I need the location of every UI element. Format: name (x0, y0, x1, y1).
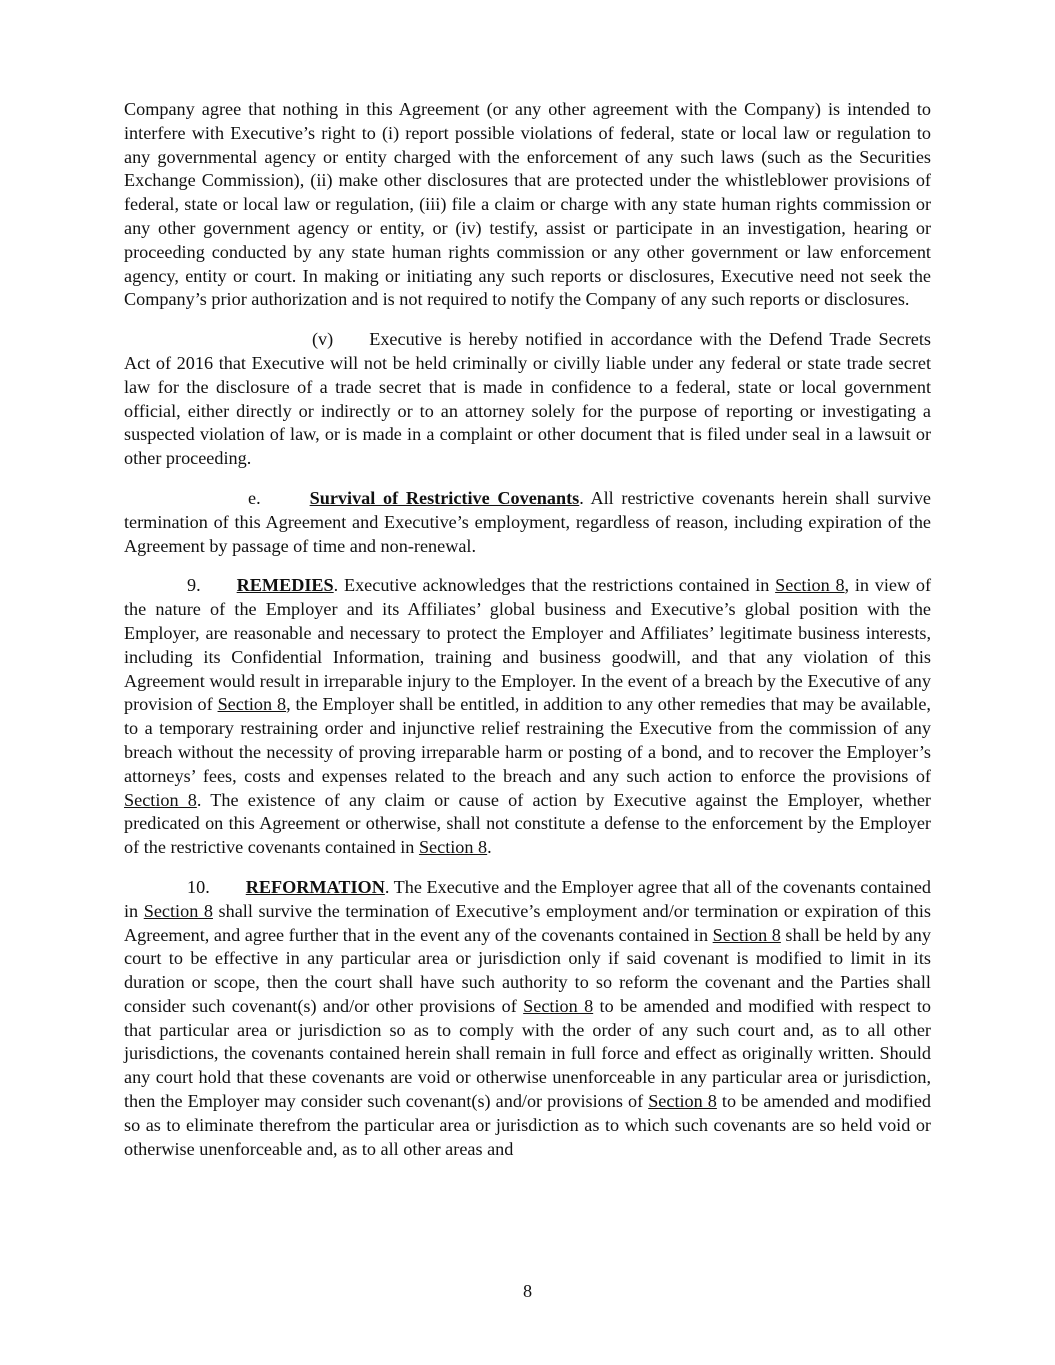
section-8-reference: Section 8 (124, 789, 197, 810)
section-8-reference: Section 8 (418, 837, 488, 858)
section-10-number: 10. (187, 876, 210, 897)
section-8-reference: Section 8 (648, 1091, 717, 1112)
paragraph-whistleblower: Company agree that nothing in this Agreement (or any other agreement with the Company) is intended to interfere with Executive’s right to (i) report possible violations of federal, state or local law or regulation to any governmental agency or entity charged with the enforcement of any such laws (such as the Securities Exchange Commission), (ii) make other disclosures that are protected under the whistleblower provisions of federal, state or local law or regulation, (iii) file a claim or charge with any state human rights commission or any other government agency or entity, or (iv) testify, assist or participate in an investigation, hearing or proceeding conducted by any state human rights commission or any other government or law enforcement agency, entity or court. In making or initiating any such reports or disclosures, Executive need not seek the Company’s prior authorization and is not required to notify the Company of any such reports or disclosures. (124, 99, 931, 310)
survival-heading: Survival of Restrictive Covenants (309, 487, 580, 508)
clause-marker-v: (v) (312, 329, 334, 350)
section-8-reference: Section 8 (523, 995, 594, 1016)
page-number: 8 (522, 1281, 533, 1301)
clause-marker-e: e. (248, 487, 261, 508)
section-8-reference: Section 8 (712, 924, 781, 945)
section-8-reference: Section 8 (143, 900, 213, 921)
document-page (124, 98, 931, 1177)
section-10-reformation: 10. REFORMATION. The Executive and the Employer agree that all of the covenants contained in Section 8 shall survive the termination of Executive’s employment and/or termination or expiration of this Agreement, and agree further that in the event any of the covenants contained in Section 8 shall be held by any court to be effective in any particular area or jurisdiction only if said covenant is modified to limit in its duration or scope, then the court shall have such authority to so reform the covenant and the Parties shall consider such covenant(s) and/or other provisions of Section 8 to be amended and modified with respect to that particular area or jurisdiction so as to comply with the order of any such court and, as to all other jurisdictions, the covenants contained herein shall remain in full force and effect as originally written. Should any court hold that these covenants are void or otherwise unenforceable in any particular area or jurisdiction, then the Employer may consider such covenant(s) and/or provisions of Section 8 to be amended and modified so as to eliminate therefrom the particular area or jurisdiction as to which such covenants are so held void or otherwise unenforceable and, as to all other areas and (124, 876, 932, 1159)
section-9-remedies: 9. REMEDIES. Executive acknowledges that the restrictions contained in Section 8, in view of the nature of the Employer and its Affiliates’ global business and Executive’s global position with the Employer, are reasonable and necessary to protect the Employer and Affiliates’ legitimate business interests, including its Confidential Information, training and business goodwill, and that any violation of this Agreement would result in irreparable injury to the Employer. In the event of a breach by the Executive of any provision of Section 8, the Employer shall be entitled, in addition to any other remedies that may be available, to a temporary restraining order and injunctive relief restraining the Executive from the commission of any breach without the necessity of proving irreparable harm or posting of a bond, and to recover the Employer’s attorneys’ fees, costs and expenses related to the breach and any such action to enforce the provisions of Section 8. The existence of any claim or cause of action by Executive against the Employer, whether predicated on this Agreement or otherwise, shall not constitute a defense to the enforcement by the Employer of the restrictive covenants contained in Section 8. (124, 575, 932, 858)
survival-text: . All restrictive covenants herein shall survive termination of this Agreement and Executive’s employment, regardless of reason, including expiration of the Agreement by passage of time and non-renewal. (124, 487, 931, 556)
remedies-heading: REMEDIES (236, 575, 334, 596)
paragraph-defend-trade-secrets (124, 328, 931, 471)
paragraph-survival (124, 487, 931, 558)
section-9-number: 9. (187, 575, 201, 596)
section-8-reference: Section 8 (217, 694, 287, 715)
clause-text-v: Executive is hereby notified in accordance with the Defend Trade Secrets Act of 2016 that Executive will not be held criminally or civilly liable under any federal or state trade secret law for the disclosure of a trade secret that is made in confidence to a federal, state or local government official, either directly or indirectly or to an attorney solely for the purpose of reporting or investigating a suspected violation of law, or is made in a complaint or other document that is filed under seal in a lawsuit or other proceeding. (124, 329, 931, 469)
reformation-heading: REFORMATION (245, 876, 385, 897)
section-8-reference: Section 8 (775, 575, 845, 596)
